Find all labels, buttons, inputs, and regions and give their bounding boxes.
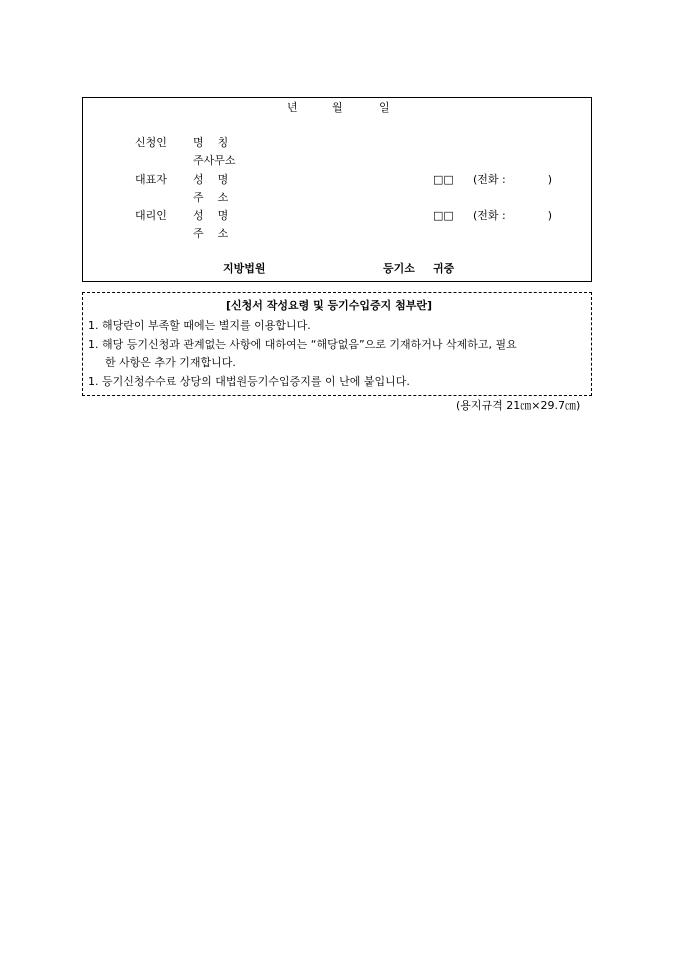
instruction-item: 1. 등기신청수수료 상당의 대법원등기수입증지를 이 난에 붙입니다. [88,375,410,388]
agent-address-label: 주 소 [193,227,229,240]
agent-label: 대리인 [135,209,167,222]
instructions-title: [신청서 작성요령 및 등기수입증지 첨부란] [226,299,433,312]
instructions-box [82,292,592,396]
instruction-item-continued: 한 사항은 추가 기재합니다. [105,356,236,369]
addressee: 귀중 [433,262,455,275]
instruction-item: 1. 해당란이 부족할 때에는 별지를 이용합니다. [88,319,311,332]
representative-address-label: 주 소 [193,191,229,204]
representative-seal: □□ [433,173,454,186]
representative-name-label: 성 명 [193,173,229,186]
agent-phone: (전화 : ) [473,209,552,222]
applicant-label: 신청인 [135,136,167,149]
date-month-label: 월 [332,101,343,114]
date-year-label: 년 [287,101,298,114]
instruction-item: 1. 해당 등기신청과 관계없는 사항에 대하여는 “해당없음”으로 기재하거나 삭제하고, 필요 [88,338,517,351]
court-name: 지방법원 [223,262,266,275]
registry-office: 등기소 [383,262,415,275]
representative-label: 대표자 [135,173,167,186]
applicant-name-label: 명 칭 [193,136,229,149]
agent-seal: □□ [433,209,454,222]
application-form-box [82,97,592,282]
representative-phone: (전화 : ) [473,173,552,186]
agent-name-label: 성 명 [193,209,229,222]
paper-size-note: (용지규격 21㎝×29.7㎝) [456,399,581,412]
applicant-office-label: 주사무소 [193,154,236,167]
date-day-label: 일 [379,101,390,114]
